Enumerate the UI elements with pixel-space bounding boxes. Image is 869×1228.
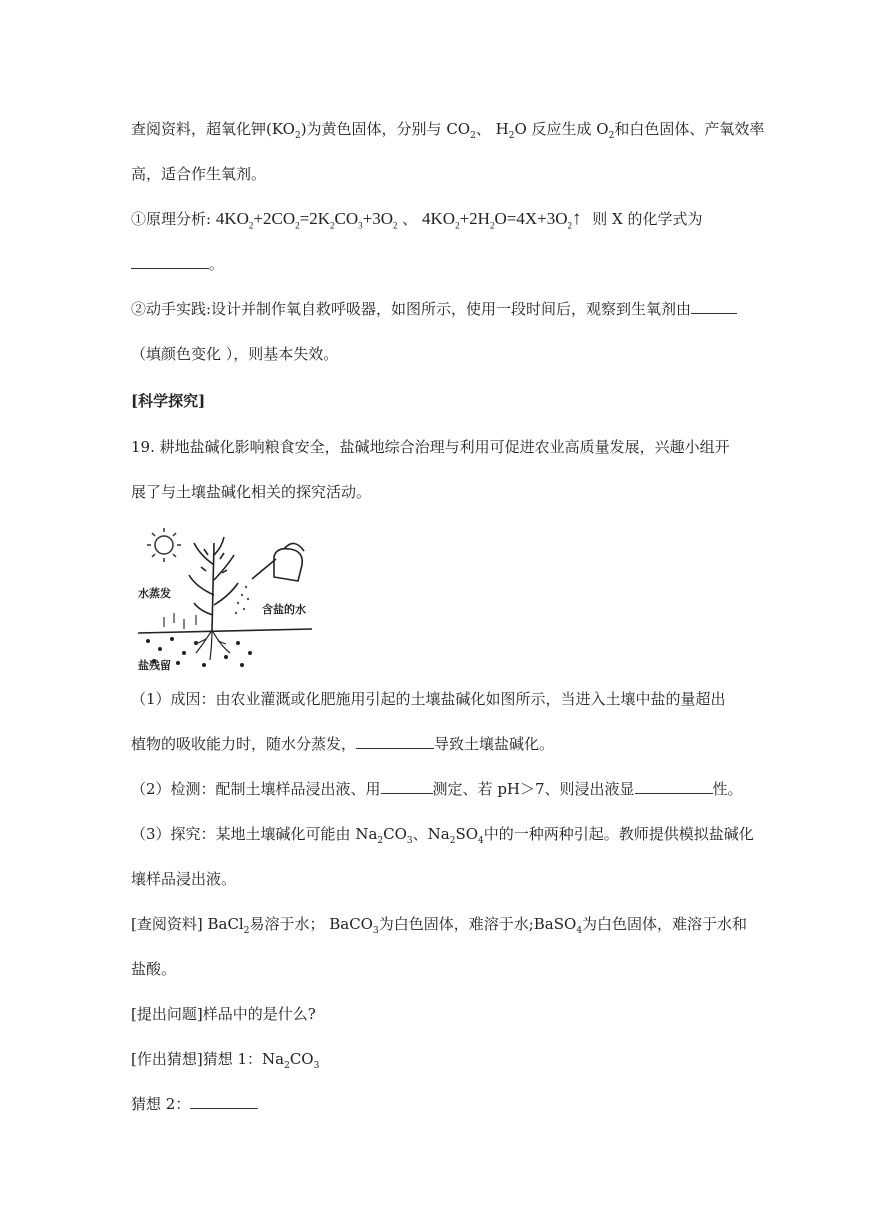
intro-line-1: 查阅资料，超氧化钾$(KO_2)$为黄色固体，分别与 $CO_2$、 $H_2O$ 反应生成 $O_2$和白色固体、产氧效率 — [131, 120, 765, 141]
part3-line-2: 壤样品浸出液。 — [131, 870, 237, 888]
practice-line-2: （填颜色变化 ），则基本失效。 — [131, 345, 339, 363]
watering-can-icon — [252, 543, 304, 581]
answer-blank-guess2[interactable] — [190, 1094, 258, 1109]
answer-line-x: 。 — [131, 253, 224, 274]
intro-line-2: 高，适合作生氧剂。 — [131, 165, 267, 183]
salinization-illustration — [134, 525, 320, 673]
label-salt-residue: 盐残留 — [138, 659, 171, 672]
water-drops — [235, 586, 249, 614]
answer-blank-tool[interactable] — [381, 779, 433, 794]
section-heading: [科学探究] — [131, 392, 206, 410]
guess-2: 猜想 2： — [131, 1093, 258, 1114]
practice-line-1: ②动手实践:设计并制作氧自救呼吸器，如图所示，使用一段时间后，观察到生氧剂由 — [131, 298, 737, 319]
info-line-1: [查阅资料] BaCl$_2$易溶于水； BaCO$_3$为白色固体，难溶于水;BaSO$_4$为白色固体，难溶于水和 — [131, 915, 748, 936]
q19-line-1: 19. 耕地盐碱化影响粮食安全，盐碱地综合治理与利用可促进农业高质量发展，兴趣小组开 — [131, 438, 730, 456]
part1-line-2: 植物的吸收能力时，随水分蒸发， 导致土壤盐碱化。 — [131, 735, 555, 753]
q19-line-2: 展了与土壤盐碱化相关的探究活动。 — [131, 483, 372, 501]
question-line: [提出问题]样品中的是什么? — [131, 1005, 316, 1023]
evaporation-marks — [164, 613, 196, 629]
answer-blank-property[interactable] — [635, 779, 713, 794]
info-line-2: 盐酸。 — [131, 960, 177, 978]
equation-h2o: $4KO_2+2H_2O=4X+3O_2↑$ — [422, 208, 582, 231]
sun-icon — [147, 528, 181, 562]
answer-blank-cause[interactable] — [356, 734, 434, 749]
equation-co2: $4KO_2+2CO_2=2K_2CO_3+3O_2$ — [215, 209, 398, 231]
gas-arrow: ↑ — [571, 208, 582, 229]
principle-analysis: ①原理分析: $4KO_2+2CO_2=2K_2CO_3+3O_2$ 、 $4KO_2+2H_2O=4X+3O_2↑$ 则 X 的化学式为 — [131, 208, 703, 231]
answer-blank-color[interactable] — [691, 299, 737, 314]
part3-line-1: （3）探究：某地土壤碱化可能由 $Na_2CO_3$、$Na_2SO_4$中的一种两种引起。教师提供模拟盐碱化 — [131, 825, 754, 846]
part2-line: （2）检测：配制土壤样品浸出液、用 测定、若 pH＞7、则浸出液显 性。 — [131, 780, 743, 798]
salinization-figure — [134, 525, 320, 673]
label-salt-water: 含盐的水 — [262, 603, 306, 616]
part1-line-1: （1）成因：由农业灌溉或化肥施用引起的土壤盐碱化如图所示，当进入土壤中盐的量超出 — [131, 690, 726, 708]
answer-blank-x[interactable] — [131, 254, 209, 269]
ground-line — [138, 629, 312, 633]
label-evaporation: 水蒸发 — [138, 587, 171, 600]
guess-1: [作出猜想]猜想 1：$Na_2CO_3$ — [131, 1050, 320, 1071]
